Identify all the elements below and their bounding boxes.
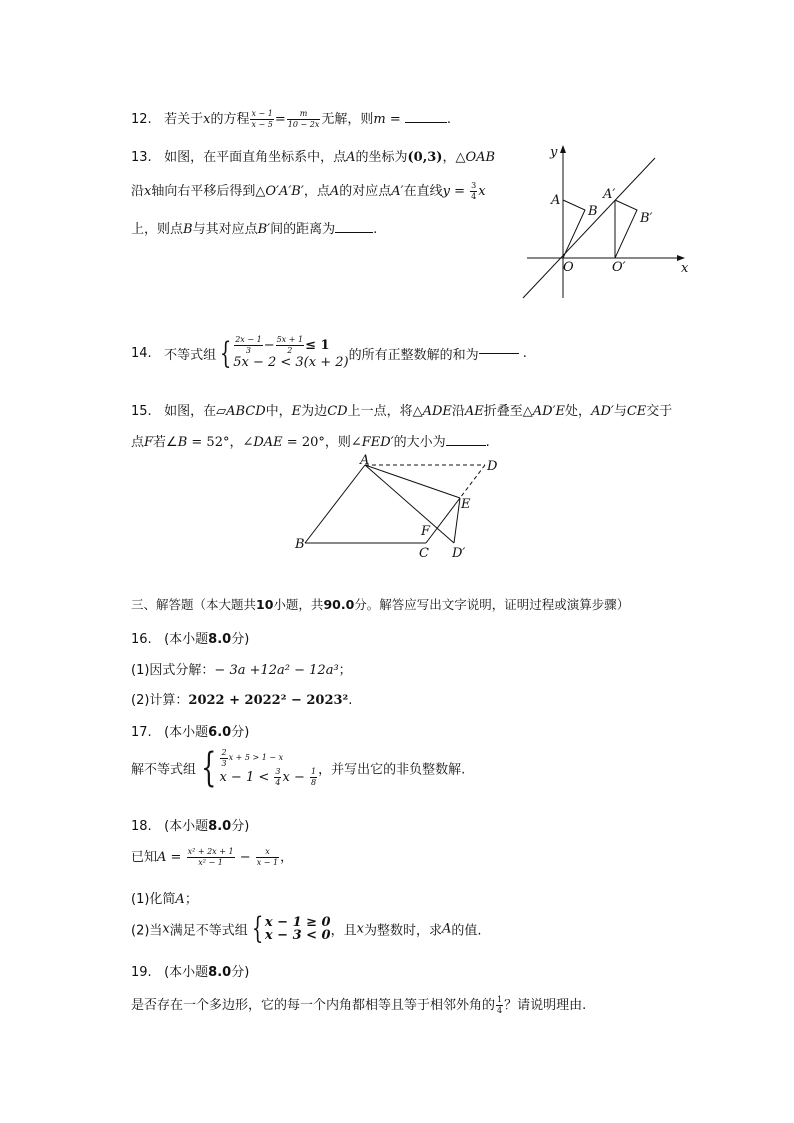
question-19-body: 是否存在一个多边形，它的每一个内角都相等且等于相邻外角的 $\frac{1}{4}$ ？请说明理由.	[131, 995, 587, 1015]
fraction: $\frac{x - 1}{x - 5}$	[251, 109, 273, 129]
label-y: y	[550, 145, 558, 160]
answer-blank[interactable]	[335, 232, 373, 233]
label-x: x	[681, 261, 689, 276]
question-16-part-2: (2)计算：2022 + 2022² − 2023².	[131, 693, 353, 708]
brace: {	[219, 335, 232, 371]
fraction: $\frac{m}{10 - 2x}$	[287, 109, 320, 129]
label-A2: A′	[603, 187, 616, 202]
brace: {	[251, 911, 264, 946]
answer-blank[interactable]	[446, 445, 486, 446]
label-B: B	[588, 204, 598, 219]
brace: {	[201, 745, 217, 791]
figure-13-coordinate-diagram	[515, 138, 700, 303]
question-14: 14. 不等式组 { $\frac{2x - 1}{3}$ − $\frac{5x + 1}{2}$ ≤ 1 5x − 2 < 3(x + 2) 的所有正整数解的和为 .	[131, 335, 527, 371]
inequality-system: $\frac{2}{3}$ x + 5 > 1 − x x − 1 < $\frac{3}{4}$ x − $\frac{1}{8}$	[219, 747, 317, 787]
section-3-header: 三、解答题（本大题共10小题，共90.0分。解答应写出文字说明，证明过程或演算步骤）	[131, 597, 630, 612]
question-15-line-2: 点F若∠B = 52°，∠DAE = 20°，则∠FED′的大小为 .	[131, 435, 490, 450]
line-y-3-4x	[523, 158, 655, 298]
label-E: E	[461, 497, 471, 512]
fraction: $\frac{3}{4}$	[471, 181, 477, 201]
answer-blank[interactable]	[405, 122, 447, 123]
label-O2: O′	[612, 260, 626, 275]
question-16-part-1: (1)因式分解：− 3a +12a² − 12a³；	[131, 663, 352, 678]
segment-AB	[305, 465, 365, 543]
label-F: F	[421, 524, 431, 539]
label-D: D	[487, 459, 498, 474]
segment-DE-dashed	[460, 465, 485, 498]
segment-AE	[365, 465, 460, 498]
question-18-body: 已知A = $\frac{\text{x² + 2x + 1}}{\text{x² − 1}}$ − $\frac{x}{x - 1}$ ，	[131, 847, 294, 867]
question-16-header: 16. (本小题8.0分)	[131, 632, 250, 647]
label-C: C	[419, 546, 429, 561]
question-13-line-1: 13. 如图，在平面直角坐标系中，点A的坐标为(0,3)，△OAB	[131, 150, 496, 165]
question-19-header: 19. (本小题8.0分)	[131, 965, 250, 980]
y-axis-arrow-icon	[560, 145, 566, 153]
question-17-body: 解不等式组 { $\frac{2}{3}$ x + 5 > 1 − x x − 1 < $\frac{3}{4}$ x − $\frac{1}{8}$ ，并写出它的非负整数解.	[131, 745, 466, 791]
question-15-line-1: 15. 如图，在▱ABCD中，E为边CD上一点，将△ADE沿AE折叠至△AD′E处，AD′与CE交于	[131, 404, 673, 419]
inequality-system: x − 1 ≥ 0 x − 3 < 0	[264, 915, 331, 943]
triangle-OAB	[563, 200, 585, 258]
figure-15-parallelogram-diagram	[290, 450, 515, 562]
triangle-O2A2B2	[615, 200, 637, 258]
question-18-part-1: (1)化简A；	[131, 892, 198, 907]
question-18-part-2: (2)当x满足不等式组 { x − 1 ≥ 0 x − 3 < 0 ，且x为整数时，求A的值.	[131, 911, 482, 946]
question-12: 12. 若关于x的方程 $\frac{x - 1}{x - 5}$ = $\frac{m}{10 - 2x}$ 无解，则m = .	[131, 109, 451, 129]
question-18-header: 18. (本小题8.0分)	[131, 819, 250, 834]
segment-AD2	[365, 465, 454, 543]
question-13-line-2: 沿x轴向右平移后得到△O′A′B′，点A的对应点A′在直线y = $\frac{3}{4}$ x	[131, 181, 486, 201]
question-13-line-3: 上，则点B与其对应点B′间的距离为 .	[131, 222, 378, 237]
label-D2: D′	[452, 546, 466, 561]
question-17-header: 17. (本小题6.0分)	[131, 725, 250, 740]
label-B2: B′	[640, 211, 653, 226]
label-O: O	[563, 260, 574, 275]
label-A: A	[360, 453, 370, 468]
inequality-system: $\frac{2x - 1}{3}$ − $\frac{5x + 1}{2}$ ≤ 1 5x − 2 < 3(x + 2)	[233, 335, 349, 370]
label-A: A	[551, 193, 561, 208]
answer-blank[interactable]	[479, 353, 519, 354]
label-B: B	[295, 537, 305, 552]
